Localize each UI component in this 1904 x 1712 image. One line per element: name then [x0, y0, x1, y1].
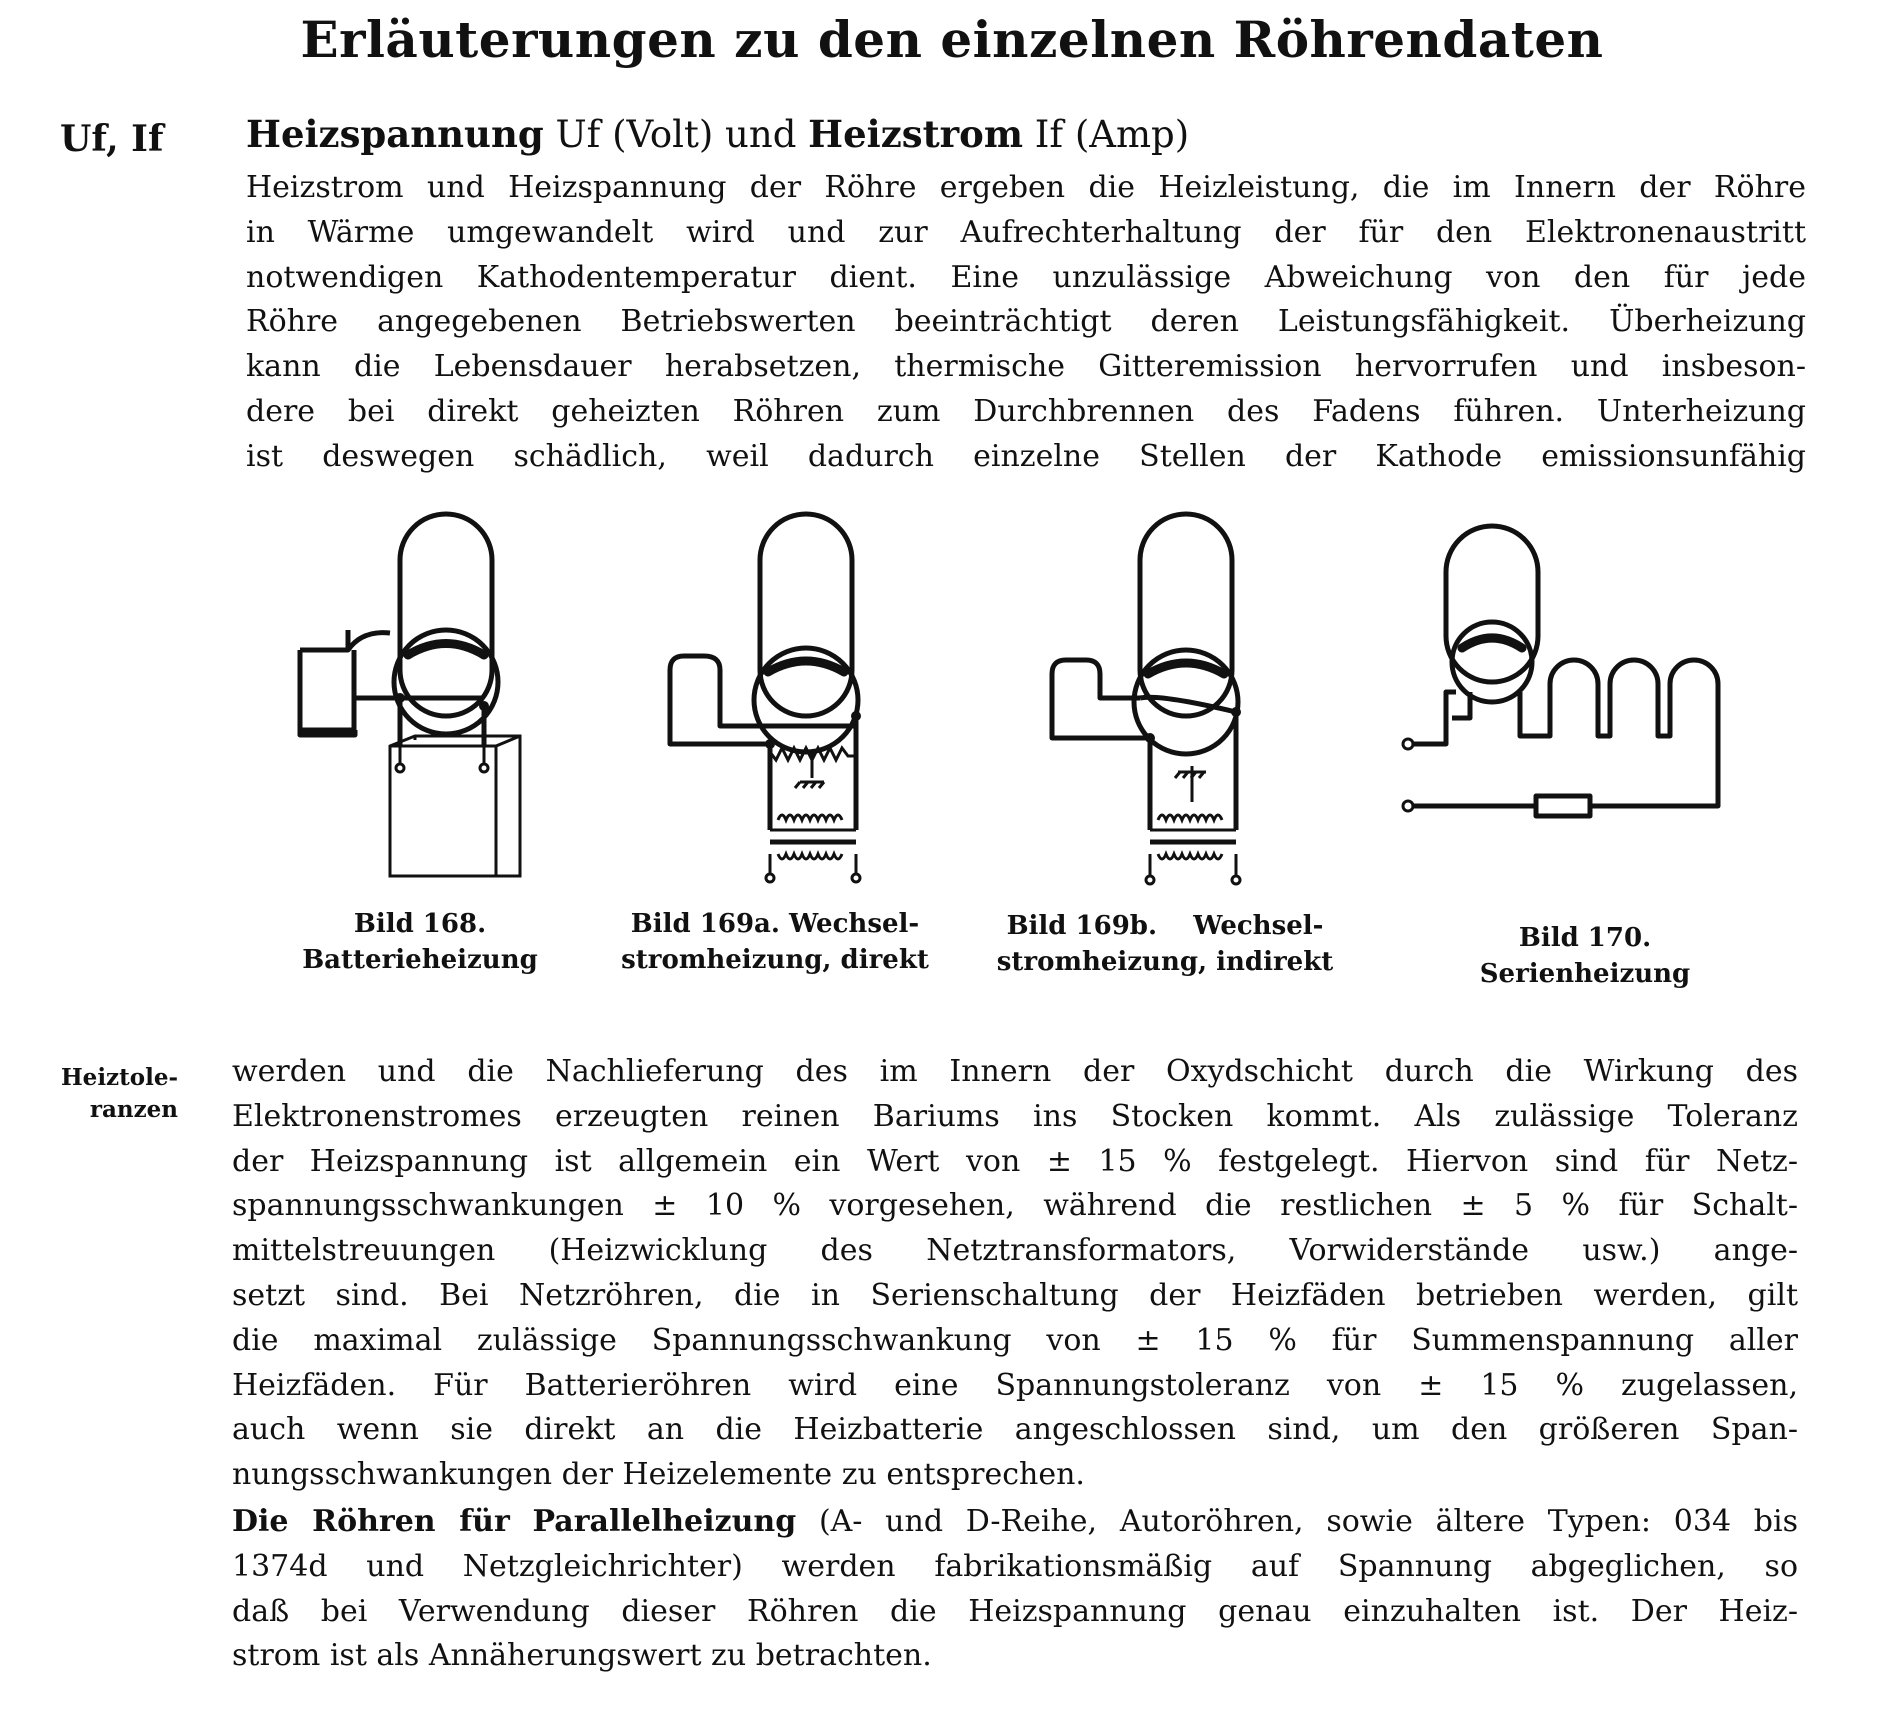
text-line: spannungsschwankungen ± 10 % vorgesehen, während die restlichen ± 5 % für Schalt- [232, 1188, 1798, 1224]
margin-label-uf-if: Uf, If [60, 118, 164, 160]
margin-label-line: Heiztole- [60, 1064, 178, 1091]
text-line: dere bei direkt geheizten Röhren zum Durchbrennen des Fadens führen. Unterheizung [246, 393, 1806, 429]
heading-uf-volt: Uf (Volt) und [555, 113, 797, 156]
text-line: setzt sind. Bei Netzröhren, die in Serienschaltung der Heizfäden betrieben werden, gilt [232, 1277, 1798, 1313]
figure-168-battery-heating [290, 510, 550, 890]
paragraph-heiztoleranzen [232, 1050, 1798, 1498]
margin-label-line: ranzen [89, 1096, 178, 1123]
caption-bild-169a [605, 906, 945, 978]
text-line: werden und die Nachlieferung des im Innern der Oxydschicht durch die Wirkung des [232, 1054, 1798, 1089]
text-line: ist deswegen schädlich, weil dadurch einzelne Stellen der Kathode emissionsunfähig [246, 438, 1806, 474]
caption-text: stromheizung, indirekt [996, 947, 1334, 977]
heading-heizstrom: Heizstrom [808, 112, 1023, 156]
text-line: nungsschwankungen der Heizelemente zu entsprechen. [232, 1457, 1085, 1493]
text-line: 1374d und Netzgleichrichter) werden fabrikationsmäßig auf Spannung abgeglichen, so [232, 1548, 1798, 1584]
figure-169a-ac-heating-direct [660, 520, 890, 900]
text-line: in Wärme umgewandelt wird und zur Aufrechterhaltung der für den Elektronenaustritt [246, 214, 1806, 250]
caption-number: Bild 169b. Wechsel- [1006, 911, 1324, 941]
heading-heizspannung: Heizspannung [246, 112, 544, 156]
caption-text: Serienheizung [1479, 959, 1691, 989]
caption-text: Batterieheizung [302, 945, 538, 975]
caption-number: Bild 168. [353, 909, 487, 939]
text-line: auch wenn sie direkt an die Heizbatterie angeschlossen sind, um den größeren Span- [232, 1412, 1798, 1448]
text-line: notwendigen Kathodentemperatur dient. Eine unzulässige Abweichung von den für jede [246, 259, 1806, 295]
bold-text-parallelheizung: Parallelheizung [532, 1504, 797, 1539]
paragraph-parallelheizung [232, 1500, 1798, 1679]
bold-text: Die Röhren für [232, 1504, 510, 1539]
caption-bild-169b [985, 908, 1345, 980]
series-heating-circuit-diagram [1400, 536, 1760, 836]
text-line: mittelstreuungen (Heizwicklung des Netztransformators, Vorwiderstände usw.) ange- [232, 1233, 1798, 1269]
text-line: Heizstrom und Heizspannung der Röhre ergeben die Heizleistung, die im Innern der Röhre [246, 170, 1806, 205]
caption-bild-170 [1435, 920, 1735, 992]
text-line: Elektronenstromes erzeugten reinen Bariums ins Stocken kommt. Als zulässige Toleranz [232, 1098, 1798, 1134]
text-line: strom ist als Annäherungswert zu betrachten. [232, 1638, 932, 1674]
text-line: Heizfäden. Für Batterieröhren wird eine Spannungstoleranz von ± 15 % zugelassen, [232, 1367, 1798, 1403]
figure-170-series-heating [1400, 536, 1760, 836]
text-line [232, 1500, 1798, 1545]
ac-indirect-circuit-diagram [1040, 526, 1270, 906]
ac-direct-circuit-diagram [660, 520, 890, 900]
caption-bild-168 [270, 906, 570, 978]
text-run: (A- und D-Reihe, Autoröhren, sowie ältere Typen: 034 bis [818, 1504, 1798, 1539]
text-line: kann die Lebensdauer herabsetzen, thermische Gitteremission hervorrufen und insbeson- [246, 349, 1806, 385]
figure-169b-ac-heating-indirect [1040, 526, 1270, 906]
text-line: der Heizspannung ist allgemein ein Wert von ± 15 % festgelegt. Hiervon sind für Netz- [232, 1143, 1798, 1179]
caption-text: stromheizung, direkt [621, 945, 929, 975]
battery-heating-circuit-diagram [290, 510, 550, 890]
text-line: Röhre angegebenen Betriebswerten beeinträchtigt deren Leistungsfähigkeit. Überheizung [246, 304, 1806, 340]
text-line: die maximal zulässige Spannungsschwankung von ± 15 % für Summenspannung aller [232, 1322, 1798, 1358]
caption-number: Bild 169a. Wechsel- [630, 909, 920, 939]
section-heading [246, 112, 1189, 156]
margin-label-heiztoleranzen [20, 1062, 178, 1126]
heading-if-amp: If (Amp) [1034, 113, 1190, 156]
text-line: daß bei Verwendung dieser Röhren die Heizspannung genau einzuhalten ist. Der Heiz- [232, 1593, 1798, 1629]
page-title: Erläuterungen zu den einzelnen Röhrendaten [300, 10, 1604, 69]
caption-number: Bild 170. [1518, 923, 1652, 953]
paragraph-heizung [246, 166, 1806, 480]
